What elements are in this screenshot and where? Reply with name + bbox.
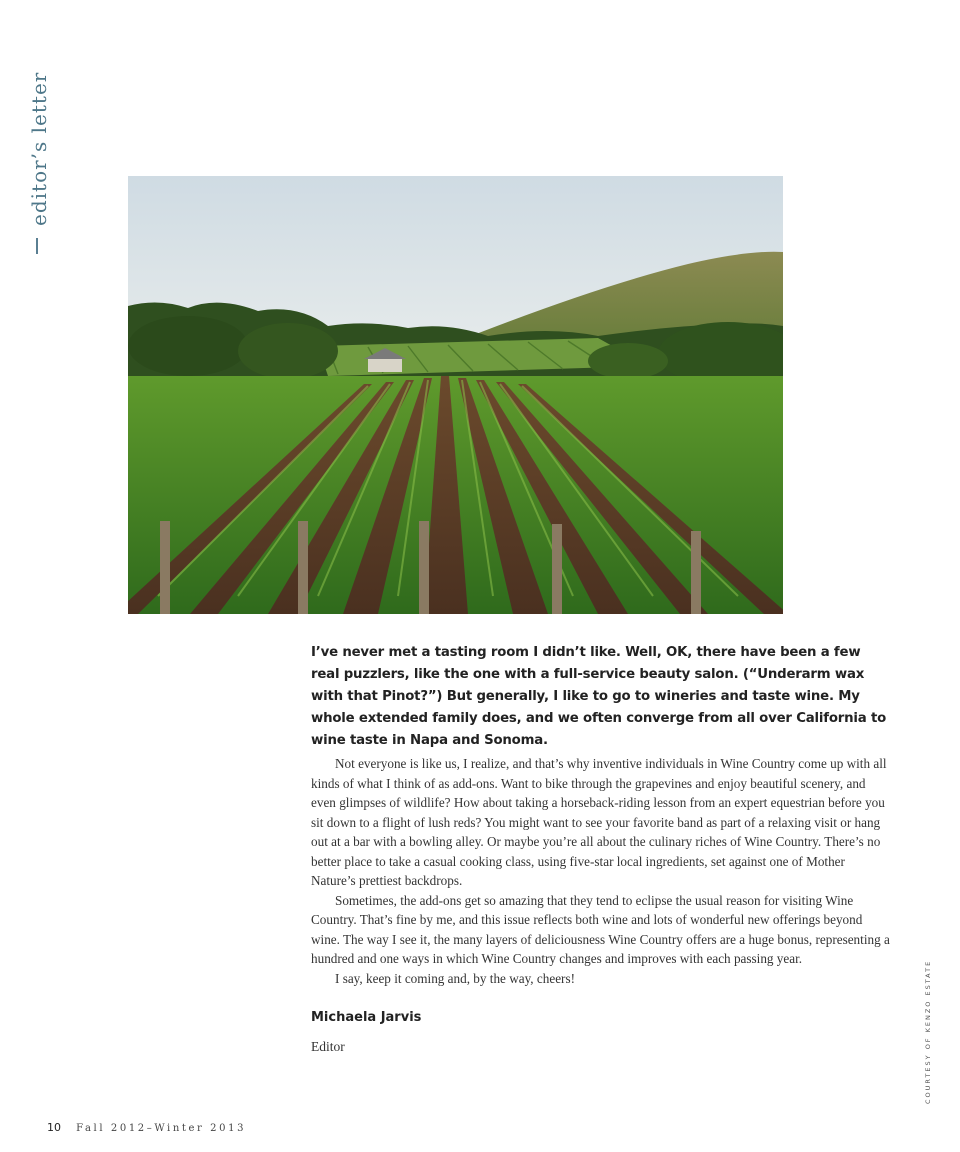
section-label (24, 36, 54, 226)
editor-letter-article (311, 642, 891, 1057)
photo-credit (921, 959, 935, 1108)
body-paragraph: Sometimes, the add-ons get so amazing that they tend to eclipse the usual reason for visiting Wine Country. That’s fine by me, and this issue reflects both wine and lots of wonderful new offerings beyond wine. The way I see it, the many layers of deliciousness Wine Country offers are a huge bonus, representing a hundred and one ways in which Wine Country changes and improves with each passing year. (311, 892, 890, 966)
issue-date: Fall 2012–Winter 2013 (76, 1123, 247, 1134)
page-number: 10 (47, 1121, 61, 1134)
body-paragraph: Not everyone is like us, I realize, and that’s why inventive individuals in Wine Country come up with all kinds of what I think of as add-ons. Want to bike through the grapevines and enjoy beautiful scenery, and even glimpses of wildlife? How about taking a horseback-riding lesson from an expert equestrian before you sit down to a flight of lush reds? You might want to see your favorite band as part of a relaxing visit or hang out at a bar with a bowling alley. Or maybe you’re all about the culinary riches of Wine Country. There’s no better place to take a casual cooking class, using five-star local ingredients, set against one of Mother Nature’s prettiest backdrops. (311, 756, 887, 888)
author-role: Editor (311, 1039, 345, 1054)
section-label-text: editor’s letter (27, 71, 51, 226)
author-name: Michaela Jarvis (311, 1010, 422, 1025)
vineyard-image (128, 176, 783, 614)
page-folio (47, 1117, 246, 1135)
body-paragraph: I say, keep it coming and, by the way, cheers! (335, 970, 575, 986)
lede-paragraph: I’ve never met a tasting room I didn’t like. Well, OK, there have been a few real puzzlers, like the one with a full-service beauty salon. (“Underarm wax with that Pinot?”) But generally, I like to go to wineries and taste wine. My whole extended family does, and we often converge from all over California to wine taste in Napa and Sonoma. (311, 645, 887, 748)
section-label-rule (36, 238, 38, 254)
photo-credit-text: COURTESY OF KENZO ESTATE (924, 959, 932, 1104)
vineyard-photo (128, 176, 783, 614)
